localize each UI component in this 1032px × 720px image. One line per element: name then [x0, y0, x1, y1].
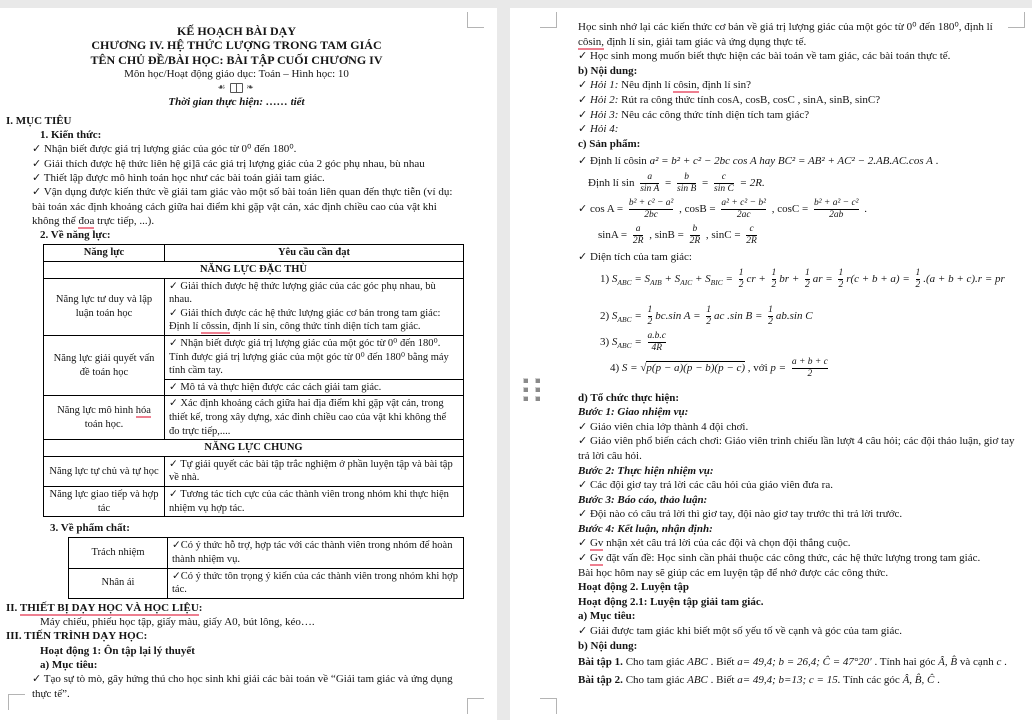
- a2-item: ✓ Giải được tam giác khi biết một số yếu tố về cạnh và góc của tam giác.: [578, 625, 903, 638]
- question-2: [578, 93, 1020, 108]
- item-number: 2): [600, 309, 612, 322]
- numerator: a: [647, 171, 653, 182]
- subscript: AIC: [680, 277, 693, 287]
- denominator: sin B: [677, 183, 697, 194]
- symbol-s: S: [611, 272, 618, 285]
- fraction: [677, 172, 696, 195]
- step-2-item-1: ✓ Các đội giơ tay trả lời các câu hỏi của giáo viên đưa ra.: [578, 479, 833, 492]
- item-number: 1): [600, 272, 612, 285]
- formula-math: ar =: [812, 272, 836, 285]
- table-row: [44, 396, 464, 440]
- check-mark: ✓: [578, 123, 590, 136]
- b-noi-dung-heading: b) Nội dung:: [578, 64, 638, 77]
- margin-corner-mark: [1008, 12, 1025, 28]
- competency-cell: [44, 396, 165, 440]
- exercise-math: Â, B̂, Ĉ: [902, 674, 935, 687]
- denominator: 2: [706, 316, 711, 327]
- step-4-tail: Bài học hôm nay sẽ giúp các em luyện tập để nhớ được các công thức.: [578, 566, 889, 579]
- fraction: [714, 172, 734, 195]
- check-mark: ✓: [578, 93, 590, 106]
- exercise-text: . Biết: [707, 674, 738, 687]
- doc-title-line-3: TÊN CHỦ ĐỀ/BÀI HỌC: BÀI TẬP CUỐI CHƯƠNG IV: [90, 52, 383, 67]
- handle-dot: [523, 396, 528, 401]
- step-4-heading: Bước 4: Kết luận, nhận định:: [578, 522, 713, 535]
- fraction: [648, 305, 653, 328]
- fraction: [792, 357, 828, 380]
- activity-2-heading: Hoạt động 2. Luyện tập: [578, 581, 689, 594]
- numerator: a: [635, 223, 641, 234]
- a-muc-tieu-heading: a) Mục tiêu:: [40, 659, 98, 671]
- check-mark: ✓: [578, 537, 590, 550]
- formula-math: cr +: [746, 272, 769, 285]
- denominator: 2: [771, 279, 777, 290]
- competency-cell: Năng lực giao tiếp và hợp tác: [44, 486, 165, 516]
- step-4-item-2: [578, 551, 1020, 566]
- formula-math: ac .sin B =: [714, 309, 766, 322]
- formula-math: ab.sin C: [775, 309, 813, 322]
- check-mark: ✓: [578, 552, 590, 565]
- formula-math: [612, 273, 736, 285]
- requirement-item: ✓ Giải thích được hệ thức lượng giác của các góc phụ nhau, bù nhau.: [169, 280, 436, 306]
- misspelled-word: hóa: [135, 405, 151, 417]
- ornament-row: [6, 81, 467, 95]
- denominator: 2R: [689, 235, 701, 246]
- recall-paragraph: [578, 20, 1020, 49]
- misspelled-word: Gv: [589, 552, 604, 565]
- step-1-heading: Bước 1: Giao nhiệm vụ:: [578, 406, 689, 419]
- subscript: ABC: [617, 314, 632, 324]
- denominator: 2bc: [629, 209, 674, 221]
- exercise-text: Cho tam giác: [622, 674, 688, 687]
- step-3-item-1: ✓ Đội nào có câu trả lời thì giơ tay, đội nào giơ tay trước thì trả lời trước.: [578, 508, 903, 521]
- formula-connector: , cosB =: [676, 202, 719, 215]
- wish-item: ✓ Học sinh mong muốn biết thực hiện các bài toán về tam giác, các bài toán thực tế.: [578, 50, 951, 63]
- fraction: [746, 224, 757, 247]
- fraction: [739, 268, 744, 291]
- requirement-cell: ✓ Xác định khoảng cách giữa hai địa điểm khi gặp vật cản, trong thiết kế, trong xây dựng, xác đinh chiều cao của vật khi không thể đo trực tiếp,....: [165, 396, 464, 440]
- competency-cell: Năng lực giải quyết vấn đề toán học: [44, 336, 165, 396]
- formula-math: p =: [770, 361, 789, 374]
- kt-item-4: [32, 185, 467, 228]
- formula-connector: hay: [756, 155, 778, 168]
- kt-item-2: ✓ Giải thích được hệ thức liên hệ gi]ã các giá trị lượng giác của 2 góc phụ nhau, bù nhau: [32, 157, 425, 170]
- section-iii-heading: III. TIẾN TRÌNH DẠY HỌC:: [6, 630, 148, 643]
- chung-band: NĂNG LỰC CHUNG: [44, 440, 464, 457]
- pham-chat-heading: 3. Về phẩm chất:: [50, 522, 130, 535]
- table-row: [44, 336, 464, 380]
- denominator: 4R: [648, 342, 666, 354]
- numerator: a² + c² − b²: [721, 197, 766, 208]
- requirement-col-header: Yêu cầu cần đạt: [165, 245, 464, 262]
- fraction: [916, 268, 921, 291]
- subscript: ABC: [617, 277, 632, 287]
- numerator: c: [721, 171, 727, 182]
- fraction: [640, 172, 659, 195]
- table-row: [44, 245, 464, 262]
- question-label: Hỏi 3:: [589, 108, 619, 121]
- denominator: 2: [738, 279, 744, 290]
- fraction: [814, 198, 859, 221]
- table-row: [69, 538, 464, 568]
- formula-math: BC² = AB² + AC² − 2.AB.AC.cos A: [777, 155, 933, 168]
- formula-math: [612, 310, 645, 322]
- misspelled-word: côssin,: [201, 321, 230, 333]
- question-text: Nêu định lí: [618, 79, 674, 92]
- numerator: a.b.c: [647, 330, 666, 341]
- page-divider-handle[interactable]: [523, 378, 540, 401]
- fraction: [772, 268, 777, 291]
- formula-math: [612, 336, 645, 348]
- question-text: Rút ra công thức tính cosA, cosB, cosC , sinA, sinB, sinC?: [618, 93, 881, 106]
- formula-area-2: [600, 305, 1020, 328]
- exercise-text: . Biết: [707, 656, 738, 669]
- denominator: 2R: [632, 235, 644, 246]
- formula-cos-abc: [578, 198, 1020, 221]
- b2-noi-dung-heading: b) Nội dung:: [578, 639, 638, 652]
- numerator: 1: [768, 304, 773, 315]
- misspelled-phrase: THIẾT BỊ DẠY HỌC VÀ HỌC LIỆU: [19, 601, 199, 614]
- requirement-item: ✓ Giải thích được các hệ thức lượng giác cơ bản trong tam giác: Định lí: [169, 307, 441, 333]
- table-row: [44, 278, 464, 335]
- item-number: 4): [610, 361, 622, 374]
- activity-2-1-heading: Hoạt động 2.1: Luyện tập giải tam giác.: [578, 595, 764, 608]
- equals: =: [631, 272, 645, 285]
- handle-dot: [523, 387, 528, 392]
- plus: +: [661, 272, 675, 285]
- denominator: 2: [768, 316, 773, 327]
- kt-item-4-tail: trực tiếp, ...).: [94, 214, 155, 227]
- quality-desc-cell: ✓Có ý thức tôn trọng ý kiến của các thành viên trong nhóm khi hợp tác.: [168, 568, 464, 598]
- requirement-cell: [165, 278, 464, 335]
- open-book-icon: [230, 83, 243, 93]
- quality-cell: Trách nhiệm: [69, 538, 168, 568]
- numerator: 1: [647, 304, 653, 315]
- numerator: b² + a² − c²: [813, 197, 859, 208]
- denominator: 2: [647, 316, 653, 327]
- numerator: 1: [915, 267, 921, 278]
- kt-item-1: ✓ Nhận biết được giá trị lượng giác của góc từ 0⁰ đến 180⁰.: [32, 143, 297, 156]
- misspelled-word: côsin,: [578, 35, 604, 48]
- margin-corner-mark: [467, 698, 484, 714]
- fraction: [633, 224, 644, 247]
- doc-title-line-1: KẾ HOẠCH BÀI DẠY: [176, 24, 296, 38]
- denominator: sin A: [640, 183, 660, 194]
- numerator: b: [684, 171, 690, 182]
- doc-title-line-2: CHƯƠNG IV. HỆ THỨC LƯỢNG TRONG TAM GIÁC: [91, 38, 382, 53]
- numerator: 1: [805, 267, 810, 278]
- question-text-tail: định lí sin?: [699, 79, 752, 92]
- exercise-math: Â, B̂: [938, 656, 958, 669]
- formula-cosine-law: [578, 154, 1020, 169]
- formula-math: r(c + b + a) =: [846, 272, 913, 285]
- table-row: [44, 456, 464, 486]
- subject-line: Môn học/Hoạt động giáo dục: Toán – Hình học: 10: [124, 67, 349, 80]
- symbol-s: S: [674, 272, 681, 285]
- exercise-math: c: [996, 656, 1002, 669]
- floral-right-icon: ❧: [246, 83, 256, 94]
- table-row: [44, 440, 464, 457]
- symbol-s: S: [611, 335, 618, 348]
- step-2-heading: Bước 2: Thực hiện nhiệm vụ:: [578, 464, 714, 477]
- step-1-item-1: ✓ Giáo viên chia lớp thành 4 đội chơi.: [578, 420, 749, 433]
- handle-dot: [523, 378, 528, 383]
- fraction: [648, 331, 666, 354]
- formula-area-4: [610, 357, 1020, 380]
- symbol-s: S: [644, 272, 651, 285]
- step-text: nhận xét câu trả lời của các đội và chọn đội thắng cuộc.: [603, 537, 851, 550]
- a2-muc-tieu-heading: a) Mục tiêu:: [578, 610, 636, 623]
- dac-thu-band: NĂNG LỰC ĐẶC THÙ: [44, 262, 464, 279]
- recall-text-tail: định lí sin, giải tam giác và ứng dụng thực tế.: [603, 35, 807, 48]
- exercise-math: a= 49,4; b = 26,4; Ĉ = 47°20′: [737, 656, 872, 669]
- competency-table: [43, 244, 464, 517]
- equals: =: [631, 335, 645, 348]
- denominator: 2ac: [721, 209, 766, 221]
- question-label: Hỏi 1:: [589, 79, 619, 92]
- numerator: 1: [738, 267, 744, 278]
- question-label: Hỏi 2:: [589, 93, 619, 106]
- competency-text: Năng lực mô hình: [57, 405, 136, 417]
- formula-connector: , sinB =: [646, 228, 687, 241]
- fraction: [690, 224, 701, 247]
- denominator: 2: [915, 279, 921, 290]
- subscript: AIB: [650, 277, 662, 287]
- numerator: b² + c² − a²: [628, 197, 674, 208]
- numerator: a + b + c: [791, 356, 828, 367]
- symbol-s: S: [611, 309, 618, 322]
- formula-connector: , sinC =: [703, 228, 744, 241]
- equals: =: [722, 272, 736, 285]
- question-4: [578, 122, 1020, 137]
- formula-area-3: [600, 331, 1020, 354]
- exercise-text: . Tính hai góc: [871, 656, 939, 669]
- numerator: 1: [771, 267, 777, 278]
- nang-luc-heading: 2. Về năng lực:: [40, 229, 111, 242]
- denominator: sin C: [714, 183, 734, 194]
- exercise-text: và cạnh: [957, 656, 997, 669]
- document-page-1[interactable]: [0, 8, 497, 720]
- quality-cell: Nhân ái: [69, 568, 168, 598]
- step-3-heading: Bước 3: Báo cáo, thảo luận:: [578, 493, 708, 506]
- fraction: [629, 198, 674, 221]
- exercise-text: Tính các góc: [840, 674, 903, 687]
- exercise-math: ABC: [687, 656, 708, 669]
- exercise-2-label: Bài tập 2.: [578, 674, 623, 687]
- radicand: p(p − a)(p − b)(p − c): [646, 361, 746, 374]
- table-row: [69, 568, 464, 598]
- numerator: 1: [706, 304, 711, 315]
- exercise-math: ABC: [687, 674, 708, 687]
- misspelled-word: côsin,: [673, 79, 700, 92]
- exercise-1-label: Bài tập 1.: [578, 656, 623, 669]
- misspelled-word: đoa: [78, 214, 95, 227]
- misspelled-word: Gv: [589, 537, 604, 550]
- question-label: Hỏi 4:: [589, 123, 619, 136]
- competency-cell: Năng lực tư duy và lập luận toán học: [44, 278, 165, 335]
- c-san-pham-heading: c) Sản phẩm:: [578, 137, 641, 150]
- symbol-s: S: [705, 272, 711, 285]
- question-1: [578, 78, 1020, 93]
- exercise-math: a= 49,4; b=13; c = 15.: [737, 674, 841, 687]
- requirement-item-tail: định lí sin, công thức tính diện tích tam giác.: [229, 321, 421, 333]
- equals: =: [662, 176, 675, 189]
- formula-area-1: [600, 268, 1020, 291]
- exercise-text: .: [934, 674, 940, 687]
- fraction: [721, 198, 766, 221]
- subscript: BIC: [710, 277, 723, 287]
- area-heading: ✓ Diện tích của tam giác:: [578, 250, 692, 263]
- margin-corner-mark: [540, 698, 557, 714]
- margin-corner-mark: [467, 12, 484, 28]
- section-ii-heading: [6, 601, 467, 615]
- exercises-paragraph: [578, 653, 1020, 689]
- formula-math: br +: [779, 272, 803, 285]
- exercise-text: Cho tam giác: [622, 656, 688, 669]
- formula-sine-law: [588, 172, 1020, 195]
- formula-sin-abc: [598, 224, 1020, 247]
- item-number: 3): [600, 335, 612, 348]
- section-ii-colon: :: [198, 601, 203, 614]
- equipment-line: Máy chiếu, phiếu học tập, giấy màu, giấy A0, bút lông, kéo….: [40, 616, 315, 629]
- section-i-heading: I. MỤC TIÊU: [6, 114, 72, 127]
- quality-table: [68, 537, 464, 598]
- handle-dot: [535, 378, 540, 383]
- quality-desc-cell: ✓Có ý thức hỗ trợ, hợp tác với các thành viên trong nhóm để hoàn thành nhiệm vụ.: [168, 538, 464, 568]
- table-row: [44, 486, 464, 516]
- formula-connector: , cosC =: [768, 202, 811, 215]
- page-1-content: [0, 8, 497, 701]
- fraction: [805, 268, 810, 291]
- a-muc-tieu-item: ✓ Tạo sự tò mò, gây hứng thú cho học sinh khi giải các bài toán về “Giải tam giác và ứng dụng thực tế”.: [32, 673, 453, 700]
- competency-text-tail: toán học.: [84, 418, 124, 430]
- denominator: 2ab: [814, 209, 859, 221]
- formula-tail: .: [932, 155, 939, 168]
- formula-lead: ✓ Định lí côsin: [578, 155, 650, 168]
- check-mark: ✓: [578, 79, 590, 92]
- kt-item-3: ✓ Thiết lập được mô hình toán học như các bài toán giải tam giác.: [32, 171, 325, 184]
- requirement-cell: ✓ Tự giải quyết các bài tập trắc nghiệm ở phần luyện tập và bài tập về nhà.: [165, 456, 464, 486]
- fraction: [838, 268, 843, 291]
- formula-math: bc.sin A =: [655, 309, 704, 322]
- numerator: b: [692, 223, 698, 234]
- margin-corner-mark: [540, 12, 557, 28]
- denominator: 2: [805, 279, 810, 290]
- question-text: Nêu các công thức tính diện tích tam giác?: [618, 108, 810, 121]
- handle-dot: [535, 396, 540, 401]
- step-1-item-2: ✓ Giáo viên phổ biến cách chơi: Giáo viên trình chiếu lần lượt 4 câu hỏi; các đội thảo luận, giơ tay trả lời câu hỏi.: [578, 435, 1015, 462]
- radical-sign: √: [640, 361, 647, 374]
- formula-lead: sinA =: [598, 228, 630, 241]
- recall-text: Học sinh nhớ lại các kiến thức cơ bản về giá trị lượng giác của một góc từ 0⁰ đến 180⁰, định lí: [578, 21, 993, 33]
- table-row: [44, 262, 464, 279]
- activity-1-heading: Hoạt động 1: Ôn tập lại lý thuyết: [40, 644, 195, 657]
- denominator: 2R: [746, 235, 757, 246]
- formula-math: a² = b² + c² − 2bc cos A: [649, 155, 757, 168]
- duration-line: Thời gian thực hiện: …… tiết: [168, 96, 305, 109]
- exercise-text: .: [1001, 656, 1007, 669]
- step-4-item-1: [578, 536, 1020, 551]
- d-to-chuc-heading: d) Tổ chức thực hiện:: [578, 391, 680, 404]
- handle-dot: [535, 387, 540, 392]
- question-3: [578, 108, 1020, 123]
- formula-lead: ✓ cos A =: [578, 202, 626, 215]
- fraction: [706, 305, 711, 328]
- kt-item-4-text: ✓ Vận dụng được kiến thức về giải tam giác vào một số bài toán liên quan đến thực tiễn (ví dụ: bài toán xác định khoảng cách giữa hai điểm khi gặp vật cản, xác định chiều cao của vật khi không thể: [32, 186, 453, 227]
- floral-left-icon: ☙: [217, 83, 228, 94]
- numerator: c: [749, 223, 754, 234]
- requirement-cell: ✓ Mô tả và thực hiện được các cách giải tam giác.: [165, 379, 464, 396]
- document-page-2[interactable]: [510, 8, 1032, 720]
- numerator: 1: [838, 267, 844, 278]
- formula-lead: Định lí sin: [588, 176, 638, 189]
- denominator: 2: [838, 279, 844, 290]
- denominator: 2: [792, 368, 828, 380]
- competency-cell: Năng lực tự chủ và tự học: [44, 456, 165, 486]
- formula-tail: .: [861, 202, 868, 215]
- requirement-cell: ✓ Tương tác tích cực của các thành viên trong nhóm khi thực hiện nhiệm vụ hợp tác.: [165, 486, 464, 516]
- equals: =: [699, 176, 711, 189]
- fraction: [768, 305, 773, 328]
- page-2-content: [510, 8, 1032, 689]
- subscript: ABC: [617, 340, 632, 350]
- step-text: đặt vấn đề: Học sinh cần phải thuộc các công thức, các hệ thức lượng trong tam giác.: [603, 552, 981, 565]
- margin-corner-mark: [8, 694, 25, 710]
- equals: =: [631, 309, 645, 322]
- requirement-cell: ✓ Nhận biết được giá trị lượng giác của một góc từ 0⁰ đến 180⁰. Tính được giá trị lượng giác của một góc từ 0⁰ đến 180⁰ bằng máy tính cầm tay.: [165, 336, 464, 380]
- section-ii-number: II.: [6, 601, 20, 614]
- check-mark: ✓: [578, 108, 590, 121]
- formula-math: .(a + b + c).r = pr: [923, 272, 1005, 285]
- competency-col-header: Năng lực: [44, 245, 165, 262]
- kien-thuc-heading: 1. Kiến thức:: [40, 129, 102, 142]
- formula-connector: , với: [745, 361, 771, 374]
- plus: +: [692, 272, 706, 285]
- formula-tail: = 2R.: [736, 176, 765, 189]
- formula-lead: S =: [621, 361, 641, 374]
